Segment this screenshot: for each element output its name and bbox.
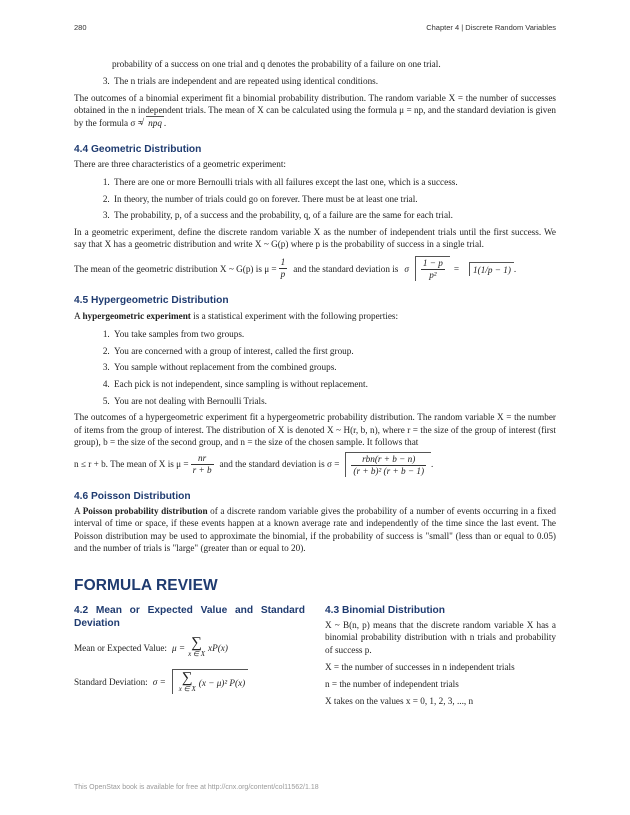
binomial-definition: X ~ B(n, p) means that the discrete random variable X has a binomial probability distribution with n trials and probability of success p. xyxy=(325,620,556,655)
hypergeometric-paragraph: The outcomes of a hypergeometric experiment fit a hypergeometric probability distribution. The random variable X = the number of items from the group of interest. The distribution of X is denoted X ~ H(r, b, n), where r = the size of the group of interest (first group), b = the size of the second group, and n = the size of the chosen sample. It follows that xyxy=(74,412,556,447)
hypergeometric-sd-radical: $\frac{\text{rbn(r + b − n)}}{\text{(r + b)² (r + b − 1)}}$ xyxy=(345,452,431,477)
chapter-header: Chapter 4 | Discrete Random Variables xyxy=(426,23,556,32)
list-item: 1. You take samples from two groups. xyxy=(112,328,556,340)
geometric-intro: There are three characteristics of a geometric experiment: xyxy=(74,158,286,169)
list-item: 3. The n trials are independent and are repeated using identical conditions. xyxy=(112,75,556,87)
binomial-list xyxy=(74,75,556,87)
formula-review-right xyxy=(325,604,556,712)
list-item: 2. You are concerned with a group of interest, called the first group. xyxy=(112,345,556,357)
list-item: 1. There are one or more Bernoulli trials with all failures except the last one, which is a success. xyxy=(112,176,556,188)
binomial-heading: 4.3 Binomial Distribution xyxy=(325,605,445,617)
geometric-sd-radical: $\frac{1 - p}{\text{p²}}$ xyxy=(415,256,450,281)
hypergeometric-formula-line: n ≤ r + b. The mean of X is μ = $\frac{nr}{r + b}$ and the standard deviation is σ = $\frac{\text{rbn(r + b − n)}}{\text{(r + b)² (r + b − 1)}}$ . xyxy=(74,452,434,476)
geometric-list xyxy=(74,176,556,222)
list-item: 3. You sample without replacement from the combined groups. xyxy=(112,361,556,373)
formula-review-left xyxy=(74,604,305,712)
summation-symbol: ∑ x ∈ X xyxy=(188,635,206,659)
sqrt-npq: √ npq xyxy=(146,116,164,129)
sd-radical: ∑ x ∈ X (x − μ)² P(x) xyxy=(172,669,248,694)
summation-symbol: ∑ x ∈ X xyxy=(178,670,196,694)
geometric-mean-fraction: $\frac{1}{p}$ xyxy=(280,257,286,280)
list-item: 2. In theory, the number of trials could go on forever. There must be at least one trial. xyxy=(112,193,556,205)
list-item: 5. You are not dealing with Bernoulli Trials. xyxy=(112,395,556,407)
binomial-values: X takes on the values x = 0, 1, 2, 3, ..., n xyxy=(325,696,474,707)
continuation-text: probability of a success on one trial and q denotes the probability of a failure on one trial. xyxy=(112,59,441,69)
formula-review-heading: FORMULA REVIEW xyxy=(74,576,218,594)
poisson-paragraph: A Poisson probability distribution of a discrete random variable gives the probability of a number of events occurring in a fixed interval of time or space, if these events happen at a known average rate and independently of the time since the last event. The Poisson distribution may be used to approximate the binomial, if the probability of success is "small" (less than or equal to 0.05) and the number of trials is "large" (greater than or equal to 20). xyxy=(74,506,557,553)
geometric-sd-radical-rhs: 1(1/p − 1) xyxy=(469,262,514,276)
hypergeometric-mean-fraction: $\frac{nr}{r + b}$ xyxy=(192,452,212,475)
geometric-heading: 4.4 Geometric Distribution xyxy=(74,143,202,155)
binomial-n-def: n = the number of independent trials xyxy=(325,679,459,689)
hypergeometric-heading: 4.5 Hypergeometric Distribution xyxy=(74,295,229,307)
hypergeometric-intro: A hypergeometric experiment is a statistical experiment with the following properties: xyxy=(74,310,399,321)
main-content xyxy=(74,58,556,712)
geometric-paragraph: In a geometric experiment, define the discrete random variable X as the number of independent trials until the first success. We say that X has a geometric distribution and write X ~ G(p) where p is the probability of success in a single trial. xyxy=(74,227,556,250)
poisson-heading: 4.6 Poisson Distribution xyxy=(74,490,191,502)
hypergeometric-list xyxy=(74,328,556,407)
sd-formula: Standard Deviation: σ = ∑ x ∈ X (x − μ)² P(x) xyxy=(74,669,305,694)
list-item: 4. Each pick is not independent, since sampling is without replacement. xyxy=(112,378,556,390)
footer-note: This OpenStax book is available for free at http://cnx.org/content/col11562/1.18 xyxy=(74,784,319,791)
list-item: 3. The probability, p, of a success and the probability, q, of a failure are the same for each trial. xyxy=(112,209,556,221)
page-number: 280 xyxy=(74,23,87,32)
formula-review-columns xyxy=(74,604,556,712)
geometric-formula-line: The mean of the geometric distribution X ~ G(p) is μ = $\frac{1}{p}$ and the standard deviation is σ $\frac{1 - p}{\text{p²}}$ = 1(1/p − 1) . xyxy=(74,257,517,281)
mean-sd-heading: 4.2 Mean or Expected Value and Standard Deviation xyxy=(74,605,305,630)
mean-formula: Mean or Expected Value: μ = ∑ x ∈ X xP(x) xyxy=(74,635,228,659)
binomial-paragraph: The outcomes of a binomial experiment fit a binomial probability distribution. The random variable X = the number of successes obtained in the n independent trials. The mean of X can be calculated using the formula μ = np, and the standard deviation is given by the formula σ = √ npq . xyxy=(74,92,556,130)
binomial-x-def: X = the number of successes in n independent trials xyxy=(325,661,515,672)
